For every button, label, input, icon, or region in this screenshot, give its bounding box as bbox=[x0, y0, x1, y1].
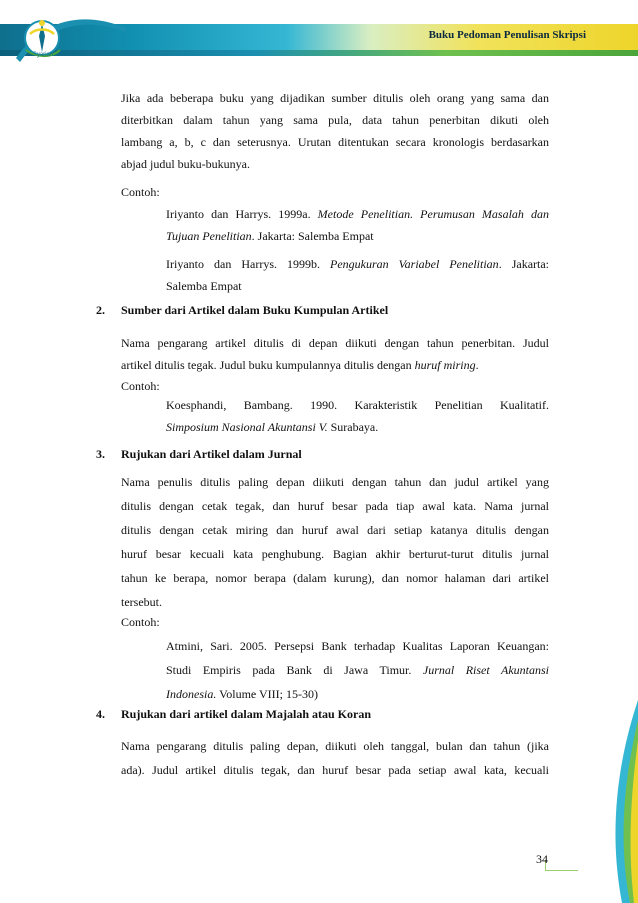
reference-entry: Iriyanto dan Harrys. 1999b. Pengukuran Variabel Penelitian. Jakarta: Salemba Empat bbox=[166, 257, 550, 293]
header-title: Buku Pedoman Penulisan Skripsi bbox=[428, 29, 586, 41]
section-number: 3. bbox=[96, 447, 105, 461]
contoh-label: Contoh: bbox=[121, 615, 160, 629]
page-number: 34 bbox=[536, 852, 548, 866]
section-paragraph: Nama pengarang ditulis paling depan, diikuti oleh tanggal, bulan dan tahun (jika ada). Judul artikel ditulis tegak, dan huruf besar pada setiap awal kata, kecuali bbox=[121, 739, 549, 777]
intro-line: abjad judul buku-bukunya. bbox=[121, 157, 250, 171]
decorative-swoosh-icon bbox=[578, 700, 638, 903]
section-paragraph: Nama pengarang artikel ditulis di depan diikuti dengan tahun penerbitan. Judul artikel ditulis tegak. Judul buku kumpulannya ditulis dengan huruf miring. bbox=[121, 336, 549, 372]
section-heading: Rujukan dari Artikel dalam Jurnal bbox=[121, 447, 302, 461]
section-number: 2. bbox=[96, 303, 105, 317]
intro-line: diterbitkan dalam tahun yang sama pula, data tahun penerbitan dikuti oleh bbox=[121, 113, 549, 127]
reference-entry: Koesphandi, Bambang. 1990. Karakteristik Penelitian Kualitatif. Simposium Nasional Akuntansi V. Surabaya. bbox=[166, 398, 549, 434]
reference-entry: Iriyanto dan Harrys. 1999a. Metode Penelitian. Perumusan Masalah dan Tujuan Penelitian. Jakarta: Salemba Empat bbox=[166, 207, 550, 243]
reference-entry: Atmini, Sari. 2005. Persepsi Bank terhadap Kualitas Laporan Keuangan: Studi Empiris pada Bank di Jawa Timur. Jurnal Riset Akuntansi Indonesia. Volume VIII; 15-30) bbox=[166, 639, 549, 701]
intro-line: lambang a, b, c dan seterusnya. Urutan ditentukan secara kronologis berdasarkan bbox=[121, 135, 549, 149]
svg-text:Syariah: Syariah bbox=[32, 52, 54, 58]
intro-line: Jika ada beberapa buku yang dijadikan sumber ditulis oleh orang yang sama dan bbox=[121, 91, 549, 105]
section-heading: Rujukan dari artikel dalam Majalah atau Koran bbox=[121, 707, 372, 721]
intro-paragraph bbox=[121, 87, 549, 175]
contoh-label: Contoh: bbox=[121, 379, 160, 393]
contoh-label: Contoh: bbox=[121, 185, 160, 199]
footer-corner-mark bbox=[545, 860, 578, 871]
section-paragraph: Nama penulis ditulis paling depan diikuti dengan tahun dan judul artikel yang ditulis dengan cetak tegak, dan huruf besar pada tiap awal kata. Nama jurnal ditulis dengan cetak miring dan huruf awal dari setiap katanya ditulis dengan huruf besar kecuali kata penghubung. Bagian akhir berturut-turut ditulis jurnal tahun ke berapa, nomor berapa (dalam kurung), dan nomor halaman dari artikel tersebut. bbox=[121, 475, 549, 609]
syariah-logo-icon bbox=[12, 10, 130, 68]
section-heading: Sumber dari Artikel dalam Buku Kumpulan Artikel bbox=[121, 303, 389, 317]
section-number: 4. bbox=[96, 707, 105, 721]
